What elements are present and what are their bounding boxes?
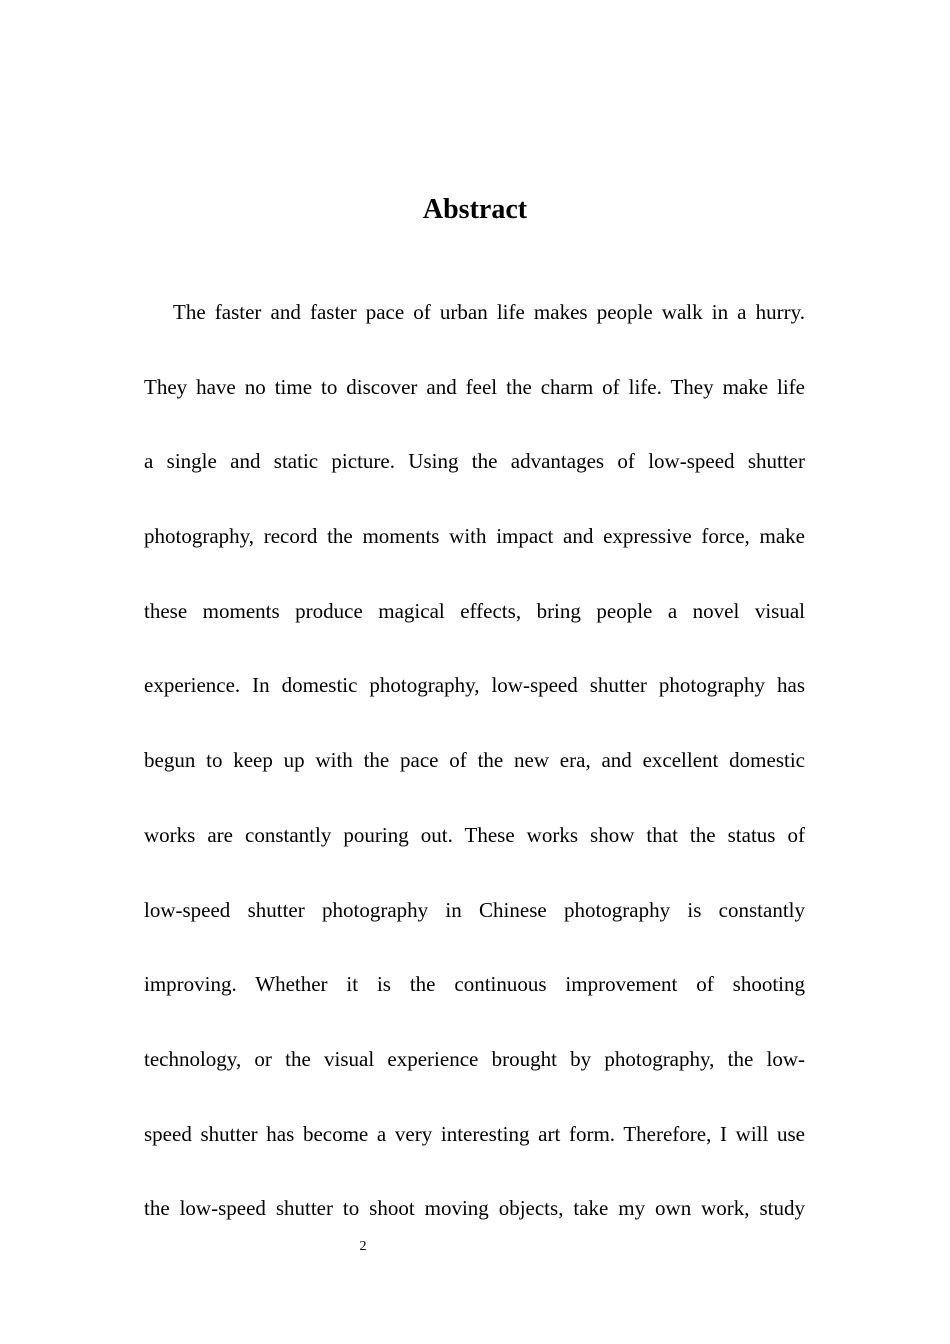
abstract-line: works are constantly pouring out. These works show that the status of <box>144 822 805 847</box>
abstract-line: photography, record the moments with impact and expressive force, make <box>144 524 805 549</box>
abstract-line: They have no time to discover and feel the charm of life. They make life <box>144 374 805 399</box>
abstract-line: speed shutter has become a very interesting art form. Therefore, I will use <box>144 1121 805 1146</box>
abstract-line: low-speed shutter photography in Chinese photography is constantly <box>144 897 805 922</box>
abstract-heading: Abstract <box>422 194 528 225</box>
abstract-body <box>144 275 805 1246</box>
abstract-line: technology, or the visual experience brought by photography, the low- <box>144 1046 805 1071</box>
abstract-line: The faster and faster pace of urban life makes people walk in a hurry. <box>173 300 805 324</box>
abstract-line: improving. Whether it is the continuous improvement of shooting <box>144 972 805 997</box>
abstract-line: experience. In domestic photography, low-speed shutter photography has <box>144 673 805 698</box>
abstract-line: begun to keep up with the pace of the new era, and excellent domestic <box>144 748 805 773</box>
abstract-line: the low-speed shutter to shoot moving objects, take my own work, study <box>144 1196 805 1221</box>
abstract-line: a single and static picture. Using the advantages of low-speed shutter <box>144 449 805 474</box>
page-number: 2 <box>359 1239 367 1254</box>
abstract-line: these moments produce magical effects, bring people a novel visual <box>144 598 805 623</box>
